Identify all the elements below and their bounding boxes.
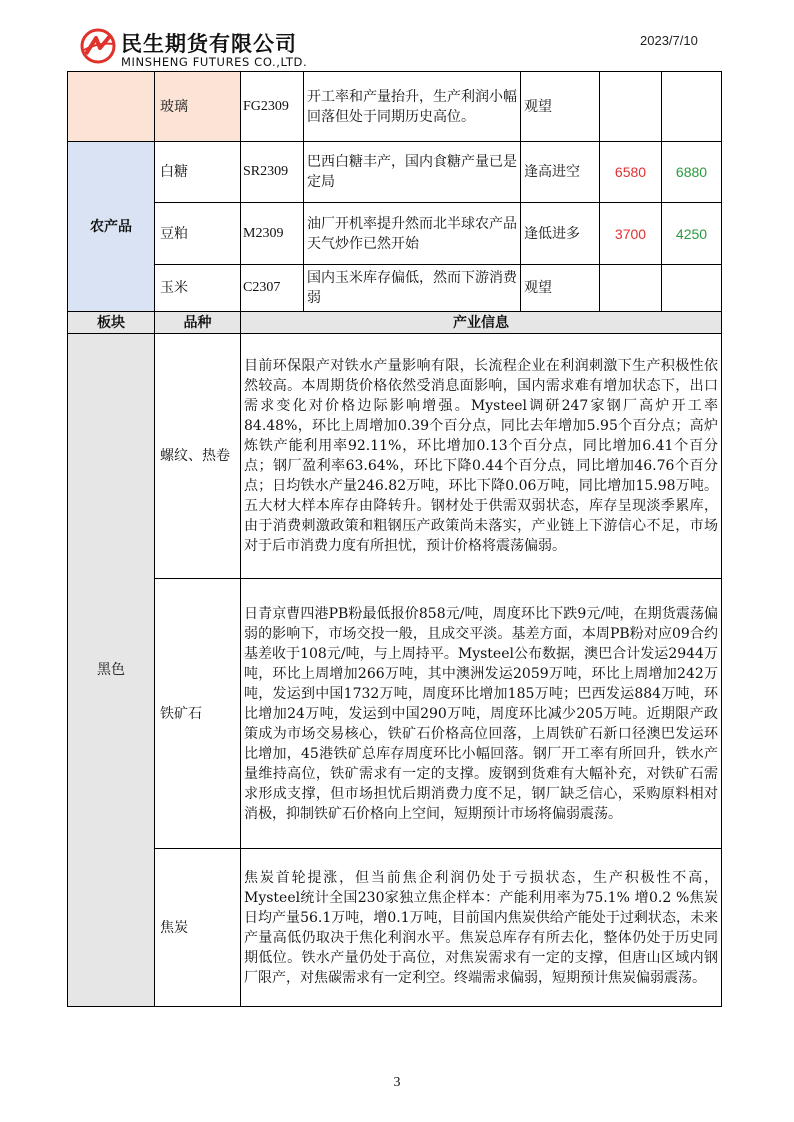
minsheng-logo-icon [80,28,116,64]
header-variety: 品种 [155,312,241,334]
strategy-reason: 开工率和产量抬升，生产利润小幅回落但处于同期历史高位。 [304,72,521,142]
table-row [68,849,722,1007]
strategy-action: 逢高进空 [521,142,600,203]
price-low [600,265,662,312]
header-sector: 板块 [68,312,155,334]
strategy-action: 观望 [521,72,600,142]
table-row [68,265,722,312]
variety-name: 螺纹、热卷 [155,334,241,579]
header-info: 产业信息 [241,312,722,334]
sector-label: 农产品 [68,142,155,312]
price-low: 3700 [600,203,662,265]
variety-name: 铁矿石 [155,579,241,849]
price-high [662,72,722,142]
strategy-reason: 油厂开机率提升然而北半球农产品天气炒作已然开始 [304,203,521,265]
industry-info: 焦炭首轮提涨，但当前焦企利润仍处于亏损状态，生产积极性不高，Mysteel统计全国230家独立焦企样本：产能利用率为75.1% 增0.2 %焦炭日均产量56.1万吨，增0.1万吨，目前国内焦炭供给产能处于过剩状态，未来产量高低仍取决于焦化利润水平。焦炭总库存有所去化，整体仍处于历史同期低位。铁水产量仍处于高位，对焦炭需求有一定的支撑，但唐山区域内钢厂限产，对焦碳需求有一定利空。终端需求偏弱，短期预计焦炭偏弱震荡。 [241,849,722,1007]
strategy-reason: 巴西白糖丰产，国内食糖产量已是定局 [304,142,521,203]
strategy-action: 逢低进多 [521,203,600,265]
report-date: 2023/7/10 [640,33,698,48]
company-name-cn: 民生期货有限公司 [121,32,297,56]
price-low: 6580 [600,142,662,203]
sector-cell-building [68,72,155,142]
variety-name: 焦炭 [155,849,241,1007]
contract-code: M2309 [241,203,304,265]
table-row [68,142,722,203]
company-name-en: MINSHENG FUTURES CO.,LTD. [121,55,308,69]
contract-code: SR2309 [241,142,304,203]
variety-name: 玉米 [155,265,241,312]
price-high: 6880 [662,142,722,203]
contract-code: FG2309 [241,72,304,142]
sector-label: 黑色 [68,334,155,1007]
variety-name: 玻璃 [155,72,241,142]
table-row [68,579,722,849]
table-row [68,203,722,265]
page-number: 3 [393,1075,401,1090]
info-header-row [68,312,722,334]
price-low [600,72,662,142]
strategy-action: 观望 [521,265,600,312]
strategy-reason: 国内玉米库存偏低，然而下游消费弱 [304,265,521,312]
page-header [0,0,794,72]
industry-info: 目前环保限产对铁水产量影响有限，长流程企业在利润刺激下生产积极性依然较高。本周期货价格依然受消息面影响，国内需求难有增加状态下，出口需求变化对价格边际影响增强。Mysteel调研247家钢厂高炉开工率84.48%，环比上周增加0.39个百分点，同比去年增加5.95个百分点；高炉炼铁产能利用率92.11%，环比增加0.13个百分点，同比增加6.41个百分点；钢厂盈利率63.64%，环比下降0.44个百分点，同比增加46.76个百分点；日均铁水产量246.82万吨，环比下降0.06万吨，同比增加15.98万吨。五大材大样本库存由降转升。钢材处于供需双弱状态，库存呈现淡季累库，由于消费刺激政策和粗钢压产政策尚未落实，产业链上下游信心不足，市场对于后市消费力度有所担忧，预计价格将震荡偏弱。 [241,334,722,579]
contract-code: C2307 [241,265,304,312]
variety-name: 白糖 [155,142,241,203]
industry-info: 日青京曹四港PB粉最低报价858元/吨，周度环比下跌9元/吨，在期货震荡偏弱的影响下，市场交投一般，且成交平淡。基差方面，本周PB粉对应09合约基差收于108元/吨，与上周持平。Mysteel公布数据，澳巴合计发运2944万吨，环比上周增加266万吨，其中澳洲发运2059万吨，环比上周增加242万吨，发运到中国1732万吨，周度环比增加185万吨；巴西发运884万吨，环比增加24万吨，发运到中国290万吨，周度环比减少205万吨。近期限产政策成为市场交易核心，铁矿石价格高位回落，上周铁矿石新口径澳巴发运环比增加，45港铁矿总库存周度环比小幅回落。钢厂开工率有所回升，铁水产量维持高位，铁矿需求有一定的支撑。废钢到货难有大幅补充，对铁矿石需求形成支撑，但市场担忧后期消费力度不足，钢厂缺乏信心，采购原料相对消极，抑制铁矿石价格向上空间，短期预计市场将偏弱震荡。 [241,579,722,849]
variety-name: 豆粕 [155,203,241,265]
price-high [662,265,722,312]
price-high: 4250 [662,203,722,265]
table-row [68,334,722,579]
table-row [68,72,722,142]
strategy-table [67,71,722,1007]
